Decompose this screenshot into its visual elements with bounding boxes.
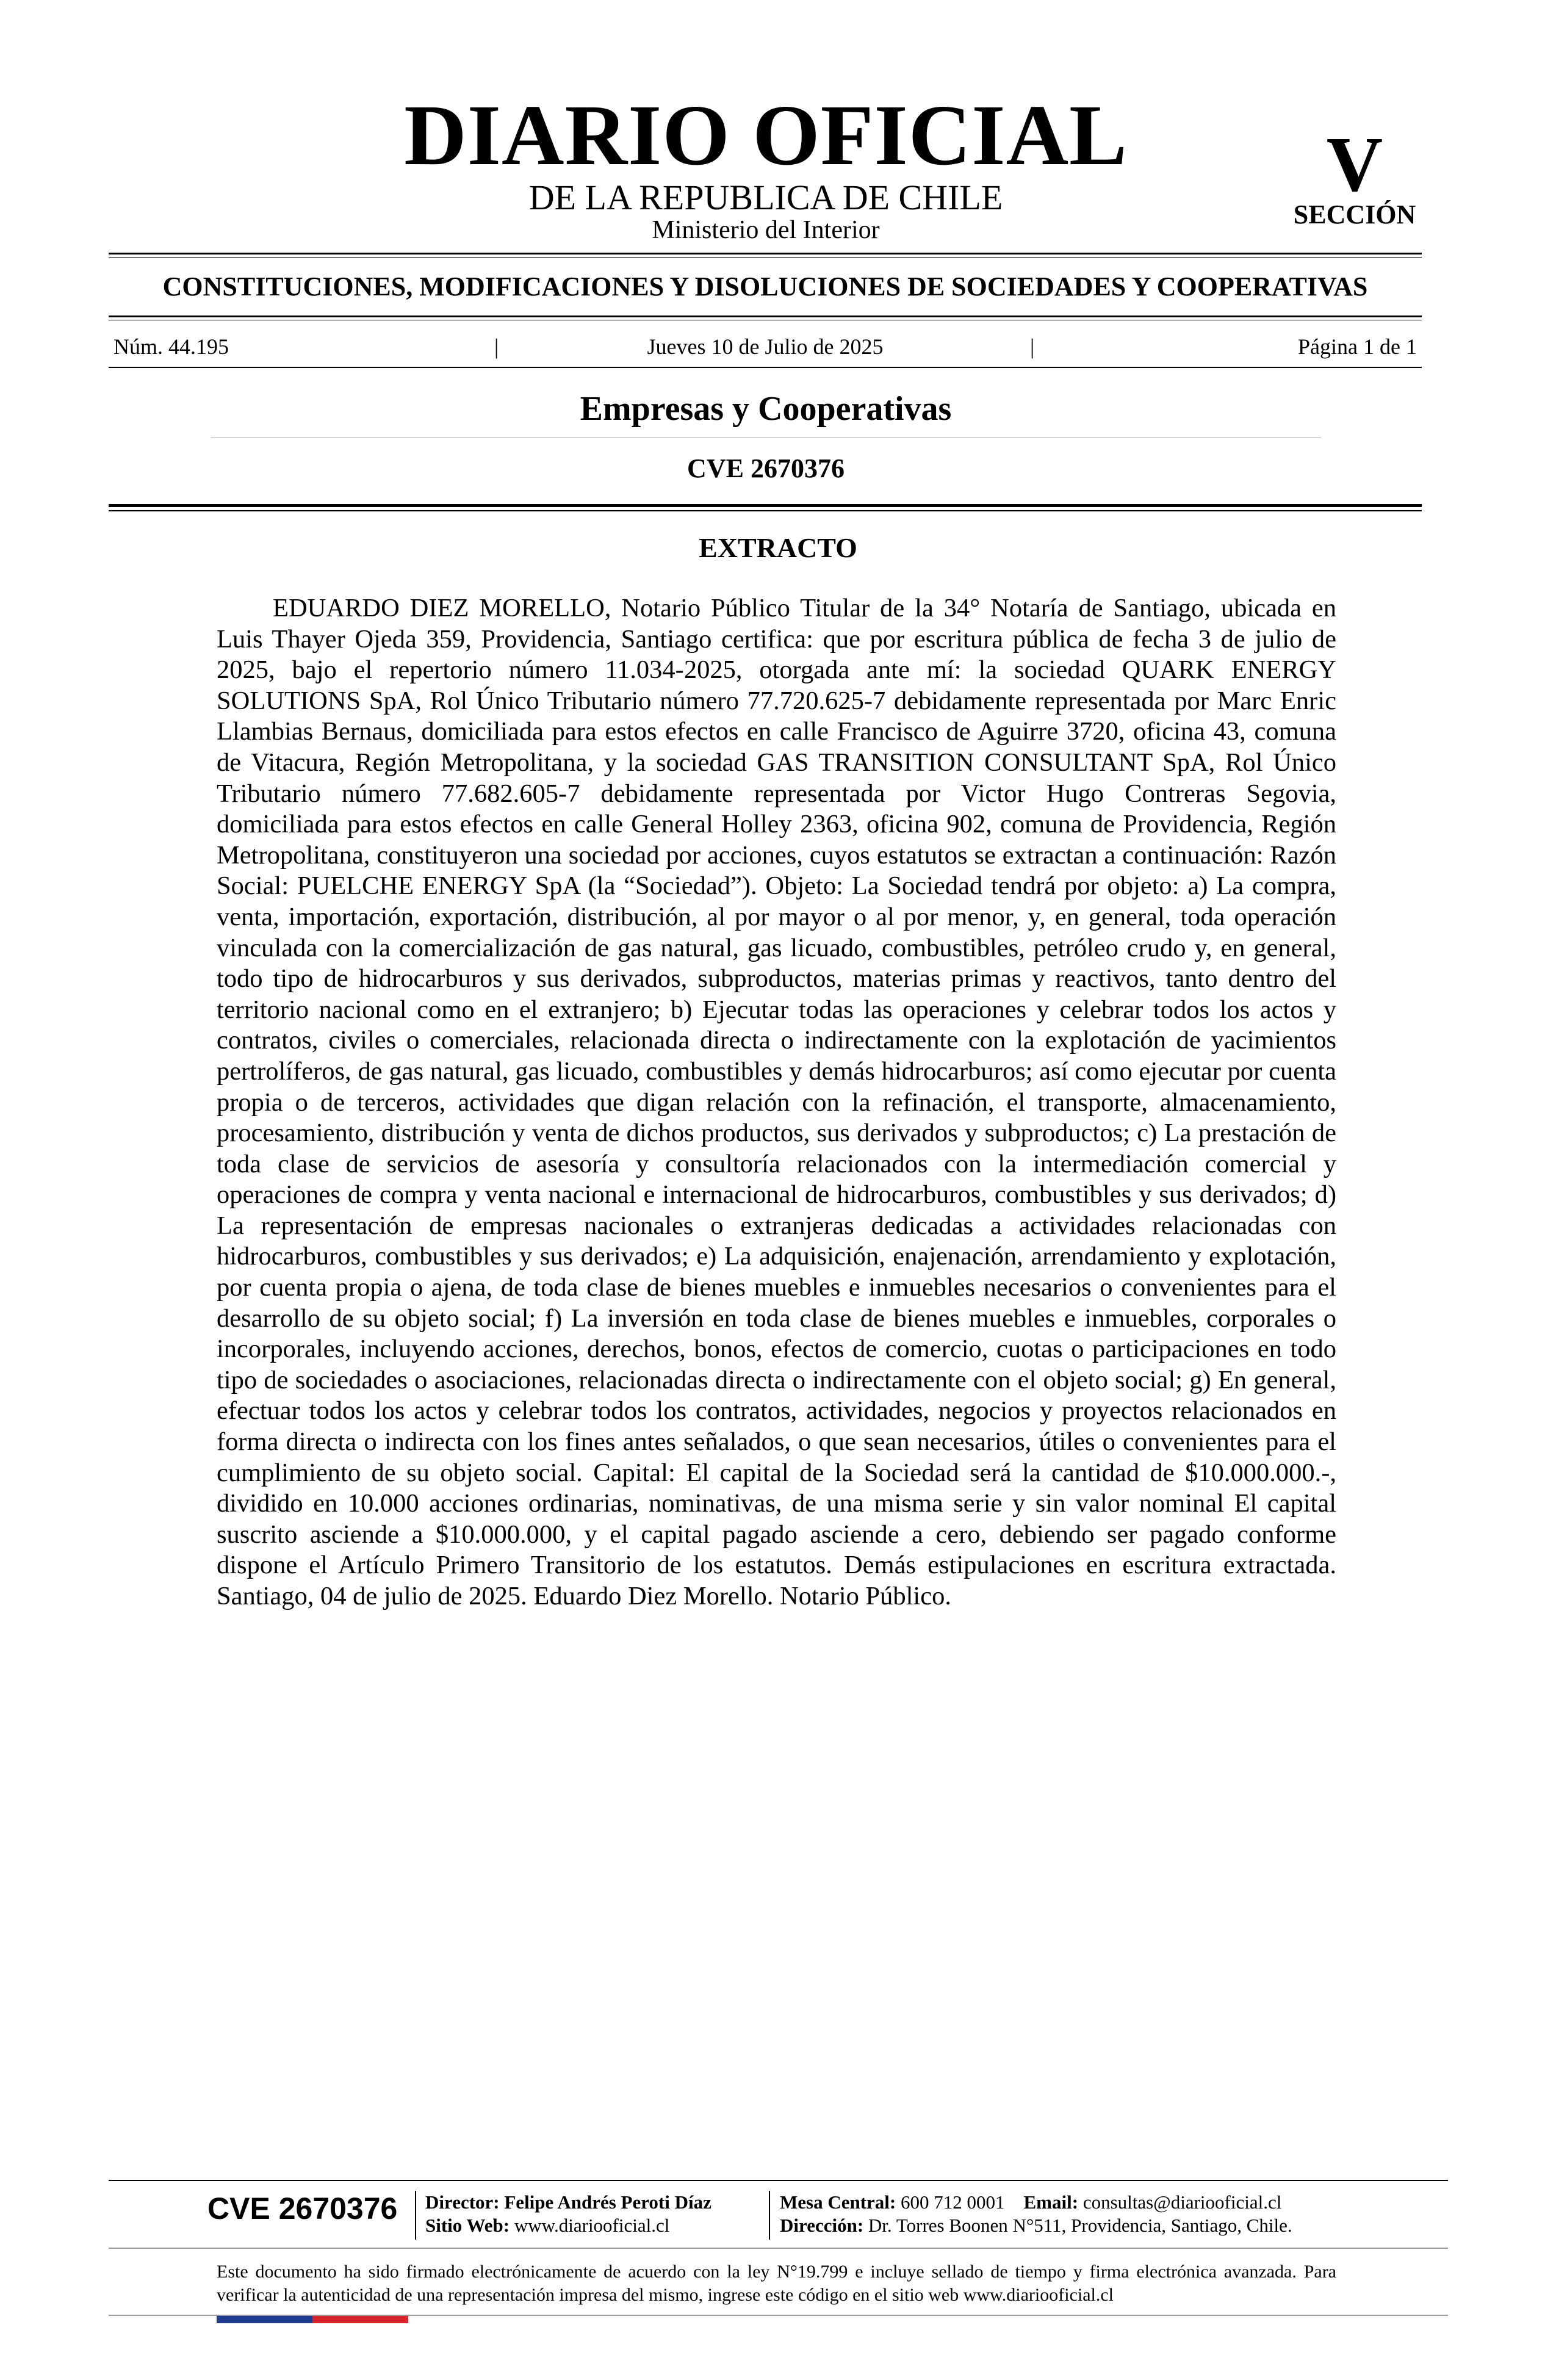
section-letter: V	[1326, 121, 1383, 207]
divider-thick-thin	[109, 510, 1422, 511]
divider-category-bottom	[109, 316, 1422, 317]
issue-number: Núm. 44.195	[113, 334, 229, 359]
address-label: Dirección:	[780, 2215, 864, 2236]
flag-stripe-blue	[217, 2316, 312, 2323]
masthead-subtitle: DE LA REPUBLICA DE CHILE	[528, 178, 1003, 217]
footer-separator	[769, 2191, 770, 2240]
website-label: Sitio Web:	[425, 2215, 510, 2236]
footer-separator	[415, 2191, 416, 2240]
document-title: EXTRACTO	[699, 532, 857, 563]
category-heading: CONSTITUCIONES, MODIFICACIONES Y DISOLUCIONES DE SOCIEDADES Y COOPERATIVAS	[162, 272, 1368, 301]
footer-director-block	[425, 2191, 767, 2237]
document-body: EDUARDO DIEZ MORELLO, Notario Público Titular de la 34° Notaría de Santiago, ubicada en Luis Thayer Ojeda 359, Providencia, Santiago certifica: que por escritura pública de fecha 3 de julio de 2025, bajo el repertorio número 11.034-2025, otorgada ante mí: la sociedad QUARK ENERGY SOLUTIONS SpA, Rol Único Tributario número 77.720.625-7 debidamente representada por Marc Enric Llambias Bernaus, domiciliada para estos efectos en calle Francisco de Aguirre 3720, oficina 43, comuna de Vitacura, Región Metropolitana, y la sociedad GAS TRANSITION CONSULTANT SpA, Rol Único Tributario número 77.682.605-7 debidamente representada por Victor Hugo Contreras Segovia, domiciliada para estos efectos en calle General Holley 2363, oficina 902, comuna de Providencia, Región Metropolitana, constituyeron una sociedad por acciones, cuyos estatutos se extractan a continuación: Razón Social: PUELCHE ENERGY SpA (la “Sociedad”). Objeto: La Sociedad tendrá por objeto: a) La compra, venta, importación, exportación, distribución, al por mayor o al por menor, y, en general, toda operación vinculada con la comercialización de gas natural, gas licuado, combustibles, petróleo crudo y, en general, todo tipo de hidrocarburos y sus derivados, subproductos, materias primas y reactivos, tanto dentro del territorio nacional como en el extranjero; b) Ejecutar todas las operaciones y celebrar todos los actos y contratos, civiles o comerciales, relacionada directa o indirectamente con la explotación de yacimientos pertrolíferos, de gas natural, gas licuado, combustibles y demás hidrocarburos; así como ejecutar por cuenta propia o de terceros, actividades que digan relación con la refinación, el transporte, almacenamiento, procesamiento, distribución y venta de dichos productos, sus derivados y subproductos; c) La prestación de toda clase de servicios de asesoría y consultoría relacionados con la intermediación comercial y operaciones de compra y venta nacional e internacional de hidrocarburos, combustibles y sus derivados; d) La representación de empresas nacionales o extranjeras dedicadas a actividades relacionadas con hidrocarburos, combustibles y sus derivados; e) La adquisición, enajenación, arrendamiento y explotación, por cuenta propia o ajena, de toda clase de bienes muebles e inmuebles necesarios o convenientes para el desarrollo de su objeto social; f) La inversión en toda clase de bienes muebles e inmuebles, corporales o incorporales, incluyendo acciones, derechos, bonos, efectos de comercio, cuotas o participaciones en todo tipo de sociedades o asociaciones, relacionadas directa o indirectamente con el objeto social; g) En general, efectuar todos los actos y celebrar todos los contratos, actividades, negocios y proyectos relacionados en forma directa o indirecta con los fines antes señalados, o que sean necesarios, útiles o convenientes para el cumplimiento de su objeto social. Capital: El capital de la Sociedad será la cantidad de $10.000.000.-, dividido en 10.000 acciones ordinarias, nominativas, de una misma serie y sin valor nominal El capital suscrito asciende a $10.000.000, y el capital pagado asciende a cero, debiendo ser pagado conforme dispone el Artículo Primero Transitorio de los estatutos. Demás estipulaciones en escritura extractada. Santiago, 04 de julio de 2025. Eduardo Diez Morello. Notario Público.	[217, 594, 1336, 1610]
director-label: Director:	[425, 2191, 500, 2213]
divider-issue-bottom	[109, 367, 1422, 368]
footer-cve-code: CVE 2670376	[207, 2191, 398, 2226]
issue-bar	[109, 334, 1422, 359]
issue-separator: |	[494, 334, 499, 359]
footer-divider-light	[109, 2248, 1448, 2249]
director-name: Felipe Andrés Peroti Díaz	[504, 2191, 711, 2213]
footer-divider	[109, 2180, 1448, 2181]
issue-page: Página 1 de 1	[1298, 334, 1417, 359]
divider-top	[109, 253, 1422, 254]
divider-thick	[109, 504, 1422, 507]
address-text: Dr. Torres Boonen N°511, Providencia, Santiago, Chile.	[868, 2215, 1292, 2236]
masthead-title: DIARIO OFICIAL	[404, 87, 1128, 183]
footer-contact-block	[780, 2191, 1390, 2237]
footer-legal-note: Este documento ha sido firmado electrónicamente de acuerdo con la ley N°19.799 e incluye sellado de tiempo y firma electrónica avanzada. Para verificar la autenticidad de una representación impresa del mismo, ingrese este código en el sitio web www.diariooficial.cl	[217, 2262, 1336, 2305]
divider-top-thin	[109, 257, 1422, 258]
email-label: Email:	[1023, 2191, 1079, 2213]
flag-stripe-red	[312, 2316, 408, 2323]
phone-label: Mesa Central:	[780, 2191, 896, 2213]
issue-date: Jueves 10 de Julio de 2025	[647, 334, 884, 359]
phone-number: 600 712 0001	[901, 2191, 1005, 2213]
issue-separator: |	[1030, 334, 1035, 359]
website-link[interactable]: www.diariooficial.cl	[514, 2215, 670, 2236]
section-heading: Empresas y Cooperativas	[580, 390, 952, 428]
section-label: SECCIÓN	[1293, 200, 1416, 229]
email-link[interactable]: consultas@diariooficial.cl	[1082, 2191, 1282, 2213]
divider-light	[211, 437, 1321, 438]
masthead-ministry: Ministerio del Interior	[652, 216, 880, 244]
cve-code: CVE 2670376	[687, 453, 845, 483]
